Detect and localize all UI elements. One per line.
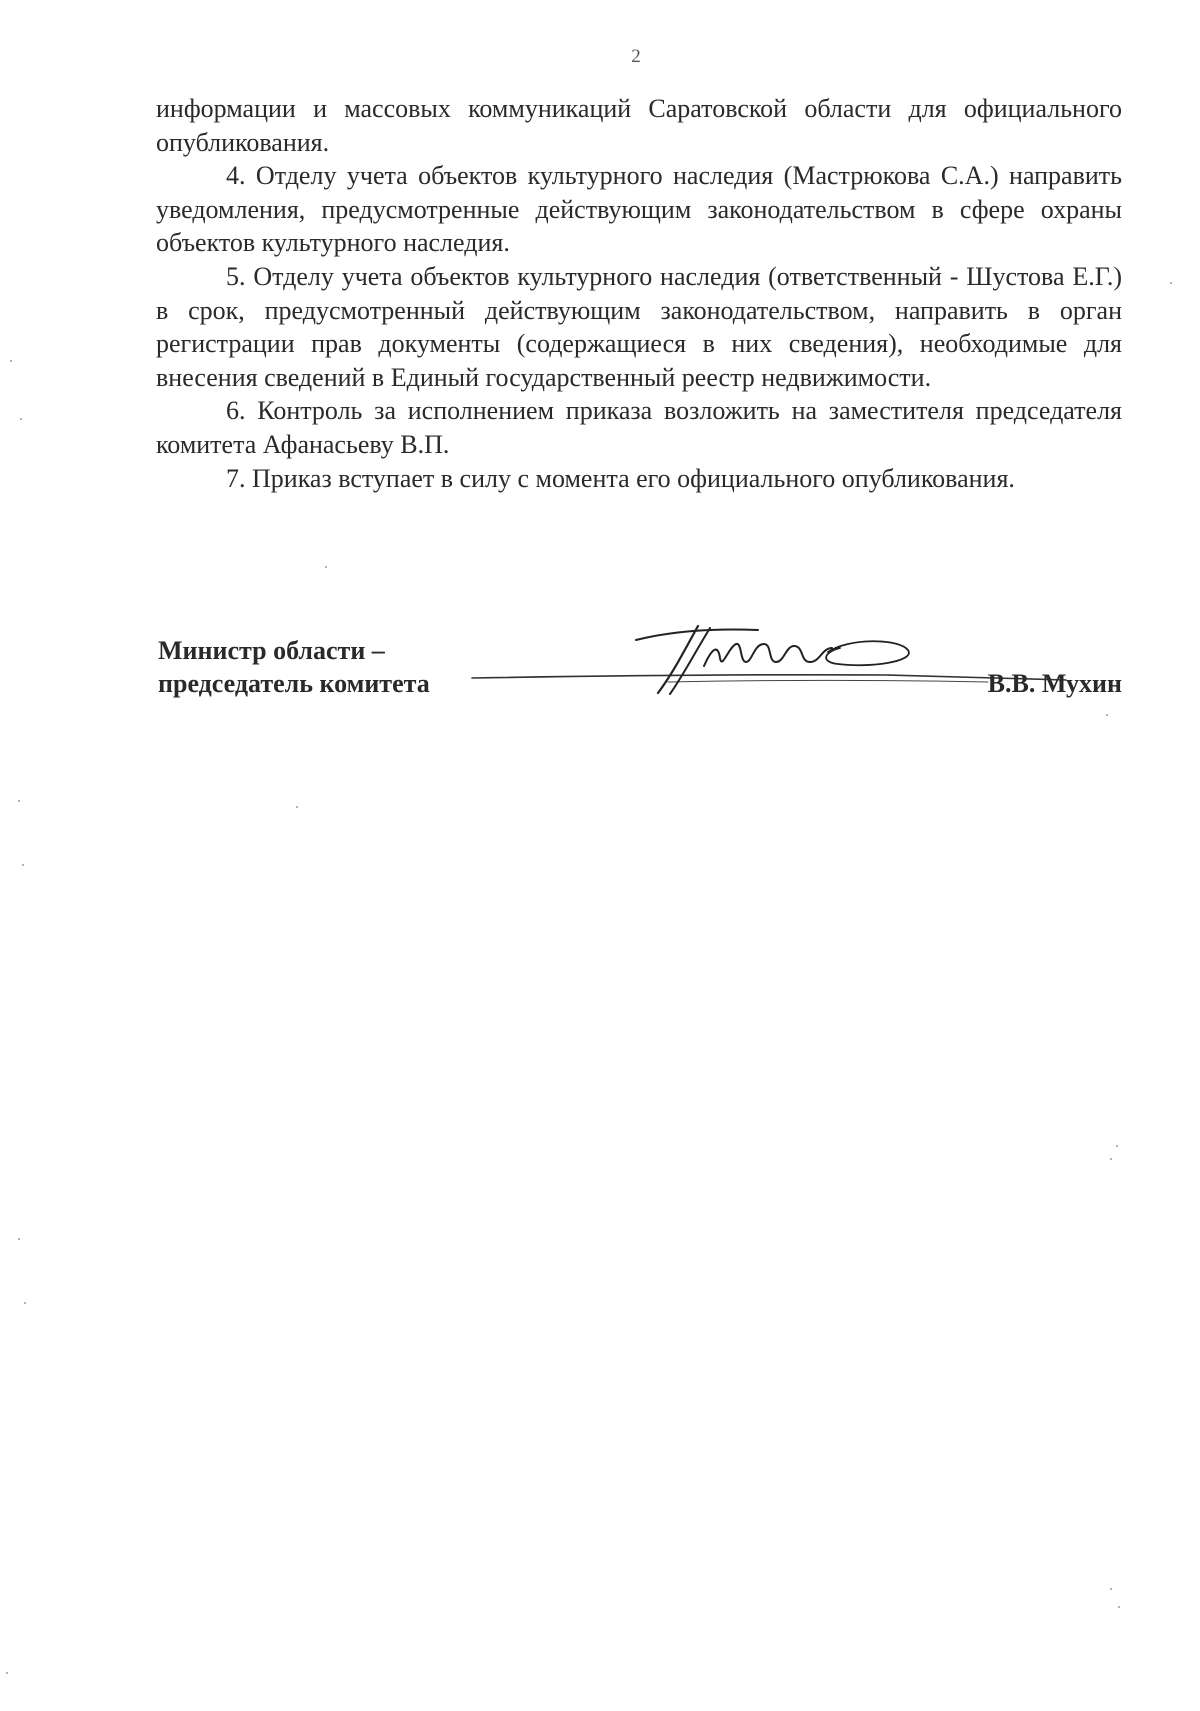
scan-speck (18, 1238, 20, 1240)
paragraph-item-5: 5. Отделу учета объектов культурного наследия (ответственный - Шустова Е.Г.) в срок, предусмотренный действующим законодательством, направить в орган регистрации прав документы (содержащиеся в них сведения), необходимые для внесения сведений в Единый государственный реестр недвижимости. (156, 261, 1122, 392)
scan-speck (20, 418, 22, 420)
scan-speck (1118, 1606, 1120, 1608)
paragraph-item-7: 7. Приказ вступает в силу с момента его официального опубликования. (226, 463, 1015, 493)
signature-block (158, 634, 1122, 714)
scan-speck (6, 1672, 8, 1674)
page-number: 2 (631, 46, 641, 67)
paragraph-item-4: 4. Отделу учета объектов культурного наследия (Мастрюкова С.А.) направить уведомления, предусмотренные действующим законодательством в сфере охраны объектов культурного наследия. (156, 161, 1122, 258)
signatory-title-line1: Министр области – (158, 636, 385, 665)
signatory-title-line2: председатель комитета (158, 669, 430, 698)
scan-speck (24, 1302, 26, 1304)
scan-speck (10, 360, 12, 362)
scan-speck (296, 806, 298, 808)
handwritten-signature (468, 618, 1068, 708)
scan-speck (1106, 714, 1108, 716)
scan-speck (1170, 282, 1172, 284)
signatory-title (158, 634, 430, 700)
paragraph-item-6: 6. Контроль за исполнением приказа возложить на заместителя председателя комитета Афанасьеву В.П. (156, 396, 1122, 459)
scan-speck (325, 566, 327, 568)
scan-speck (1116, 1145, 1118, 1147)
scan-speck (18, 800, 20, 802)
signatory-name: В.В. Мухин (987, 669, 1122, 698)
scan-speck (1110, 1588, 1112, 1590)
scan-speck (1110, 1158, 1112, 1160)
document-body (156, 92, 1122, 495)
scan-speck (22, 864, 24, 866)
paragraph-continuation: информации и массовых коммуникаций Саратовской области для официального опубликования. (156, 94, 1122, 157)
